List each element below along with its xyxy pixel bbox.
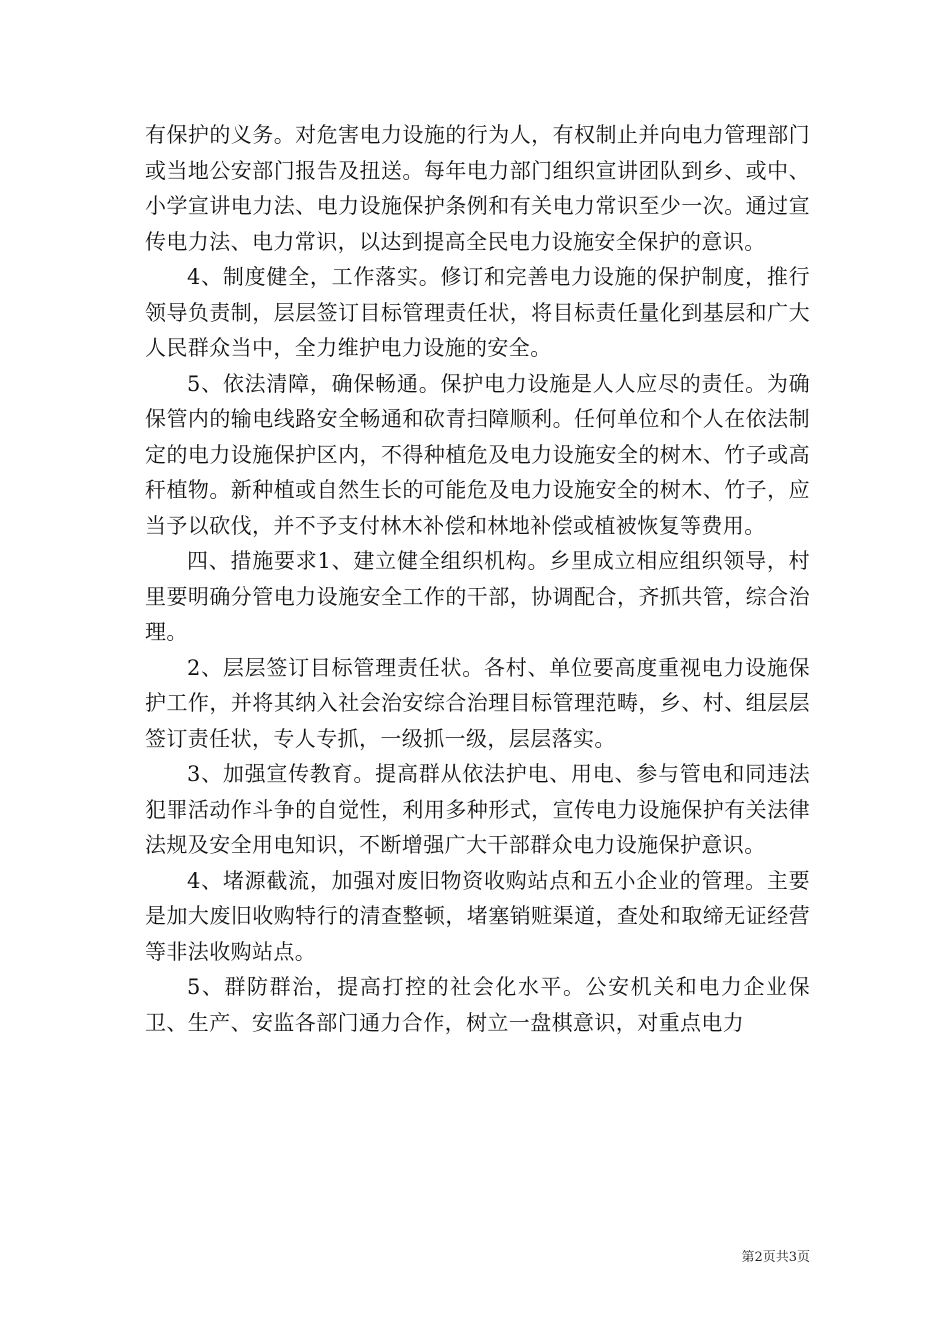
paragraph-measures-4: 4、堵源截流，加强对废旧物资收购站点和五小企业的管理。主要是加大废旧收购特行的清查整顿，堵塞销赃渠道，查处和取缔无证经营等非法收购站点。 (145, 868, 810, 964)
paragraph-measures-5: 5、群防群治，提高打控的社会化水平。公安机关和电力企业保卫、生产、安监各部门通力合作，树立一盘棋意识，对重点电力 (145, 975, 810, 1035)
paragraph-measures-3: 3、加强宣传教育。提高群从依法护电、用电、参与管电和同违法犯罪活动作斗争的自觉性，利用多种形式，宣传电力设施保护有关法律法规及安全用电知识，不断增强广大干部群众电力设施保护意识。 (145, 762, 810, 857)
paragraph-4-system: 4、制度健全，工作落实。修订和完善电力设施的保护制度，推行领导负责制，层层签订目标管理责任状，将目标责任量化到基层和广大人民群众当中，全力维护电力设施的安全。 (145, 265, 810, 360)
paragraph-measures-2: 2、层层签订目标管理责任状。各村、单位要高度重视电力设施保护工作，并将其纳入社会治安综合治理目标管理范畴，乡、村、组层层签订责任状，专人专抓，一级抓一级，层层落实。 (145, 655, 810, 751)
page-number: 第2页共3页 (741, 1250, 810, 1265)
paragraph-5-clearance: 5、依法清障，确保畅通。保护电力设施是人人应尽的责任。为确保管内的输电线路安全畅通和砍青扫障顺利。任何单位和个人在依法制定的电力设施保护区内，不得种植危及电力设施安全的树木、竹子或高秆植物。新种植或自然生长的可能危及电力设施安全的树木、竹子，应当予以砍伐，并不予支付林木补偿和林地补偿或植被恢复等费用。 (145, 371, 810, 538)
document-body (145, 118, 810, 1041)
paragraph-measures-1: 四、措施要求1、建立健全组织机构。乡里成立相应组织领导，村里要明确分管电力设施安全工作的干部，协调配合，齐抓共管，综合治理。 (145, 549, 810, 644)
paragraph-continued: 有保护的义务。对危害电力设施的行为人，有权制止并向电力管理部门或当地公安部门报告及扭送。每年电力部门组织宣讲团队到乡、或中、小学宣讲电力法、电力设施保护条例和有关电力常识至少一次。通过宣传电力法、电力常识，以达到提高全民电力设施安全保护的意识。 (145, 123, 810, 254)
